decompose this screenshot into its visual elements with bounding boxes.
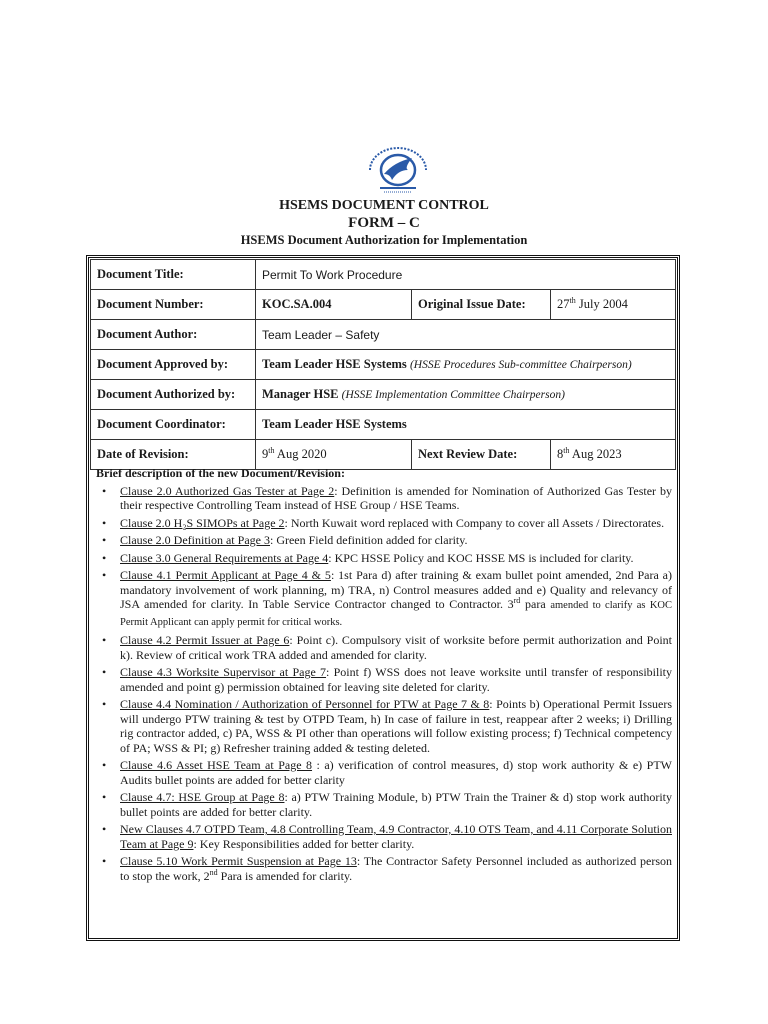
coordinator-value: Team Leader HSE Systems	[256, 410, 676, 440]
document-meta-table	[90, 259, 676, 470]
list-item: • Clause 4.4 Nomination / Authorization of Personnel for PTW at Page 7 & 8: Points b) Operational Permit Issuers will undergo PTW training & test by OTPD Team, h) In case of failure in test, reappear after 2 weeks; i) Drilling rig contractor added, c) PA, WSS & PI other than operations will follow existing process; f) Technical competency of PA; WSS & PI; g) Refresher training added & testing deleted.	[120, 697, 672, 755]
list-item: • Clause 4.3 Worksite Supervisor at Page 7: Point f) WSS does not leave worksite until transfer of responsibility amended and point g) permission obtained for leaving site deleted for clarity.	[120, 665, 672, 694]
next-review-value: 8th Aug 2023	[551, 440, 676, 470]
form-heading: HSEMS DOCUMENT CONTROL	[279, 198, 489, 213]
approved-label: Document Approved by:	[91, 350, 256, 380]
list-item: • Clause 4.6 Asset HSE Team at Page 8 : a) verification of control measures, d) stop work authority & e) PTW Audits bullet points are added for better clarity	[120, 758, 672, 787]
authorized-label: Document Authorized by:	[91, 380, 256, 410]
title-value: Permit To Work Procedure	[256, 260, 676, 290]
row-revision	[91, 440, 676, 470]
row-authorized	[91, 380, 676, 410]
form-subtitle: HSEMS Document Authorization for Implementation	[240, 233, 528, 247]
authorized-note: (HSSE Implementation Committee Chairperson)	[341, 389, 565, 401]
approved-value: Team Leader HSE Systems (HSSE Procedures Sub-committee Chairperson)	[256, 350, 676, 380]
original-issue-value: 27th July 2004	[551, 290, 676, 320]
author-label: Document Author:	[91, 320, 256, 350]
title-label: Document Title:	[91, 260, 256, 290]
list-item: • Clause 2.0 H₂S SIMOPs at Page 2: North Kuwait word replaced with Company to cover all Assets / Directorates.	[120, 516, 672, 531]
form-code: FORM – C	[348, 215, 420, 231]
row-coordinator	[91, 410, 676, 440]
number-label: Document Number:	[91, 290, 256, 320]
authorized-value: Manager HSE (HSSE Implementation Committee Chairperson)	[256, 380, 676, 410]
original-issue-label: Original Issue Date:	[412, 290, 551, 320]
row-number	[91, 290, 676, 320]
next-review-label: Next Review Date:	[412, 440, 551, 470]
list-item: • Clause 2.0 Authorized Gas Tester at Page 2: Definition is amended for Nomination of Authorized Gas Tester by their respective Controlling Team instead of HSE Group / HSE Teams.	[120, 484, 672, 513]
revision-label: Date of Revision:	[91, 440, 256, 470]
list-item: • New Clauses 4.7 OTPD Team, 4.8 Controlling Team, 4.9 Contractor, 4.10 OTS Team, and 4.11 Corporate Solution Team at Page 9: Key Responsibilities added for better clarity.	[120, 822, 672, 851]
koc-bird-logo-icon	[358, 140, 438, 196]
list-item: • Clause 2.0 Definition at Page 3: Green Field definition added for clarity.	[120, 533, 672, 548]
list-item: • Clause 4.1 Permit Applicant at Page 4 & 5: 1st Para d) after training & exam bullet point amended, 2nd Para a) mandatory involvement of work planning, m) TRA, n) Control measures added and e) Quality and relevancy of JSA amended for clarity. In Table Service Contractor changed to Contractor. 3rd para amended to clarify as KOC Permit Applicant can apply permit for critical works.	[120, 568, 672, 630]
list-item: • Clause 4.7: HSE Group at Page 8: a) PTW Training Module, b) PTW Train the Trainer & d) stop work authority bullet points are added for better clarity.	[120, 790, 672, 819]
revision-value: 9th Aug 2020	[256, 440, 412, 470]
row-author	[91, 320, 676, 350]
row-approved	[91, 350, 676, 380]
coordinator-label: Document Coordinator:	[91, 410, 256, 440]
author-value: Team Leader – Safety	[256, 320, 676, 350]
approved-note: (HSSE Procedures Sub-committee Chairperson)	[409, 359, 632, 371]
list-item: • Clause 4.2 Permit Issuer at Page 6: Point c). Compulsory visit of worksite before permit authorization and Point k). Review of critical work TRA added and amended for clarity.	[120, 633, 672, 662]
list-item: • Clause 5.10 Work Permit Suspension at Page 13: The Contractor Safety Personnel included as authorized person to stop the work, 2nd Para is amended for clarity.	[120, 854, 672, 883]
list-item: • Clause 3.0 General Requirements at Page 4: KPC HSSE Policy and KOC HSSE MS is included for clarity.	[120, 551, 672, 566]
revision-description	[96, 466, 672, 886]
description-title: Brief description of the new Document/Revision:	[96, 466, 345, 480]
revision-list	[96, 484, 672, 884]
number-value: KOC.SA.004	[256, 290, 412, 320]
row-title	[91, 260, 676, 290]
